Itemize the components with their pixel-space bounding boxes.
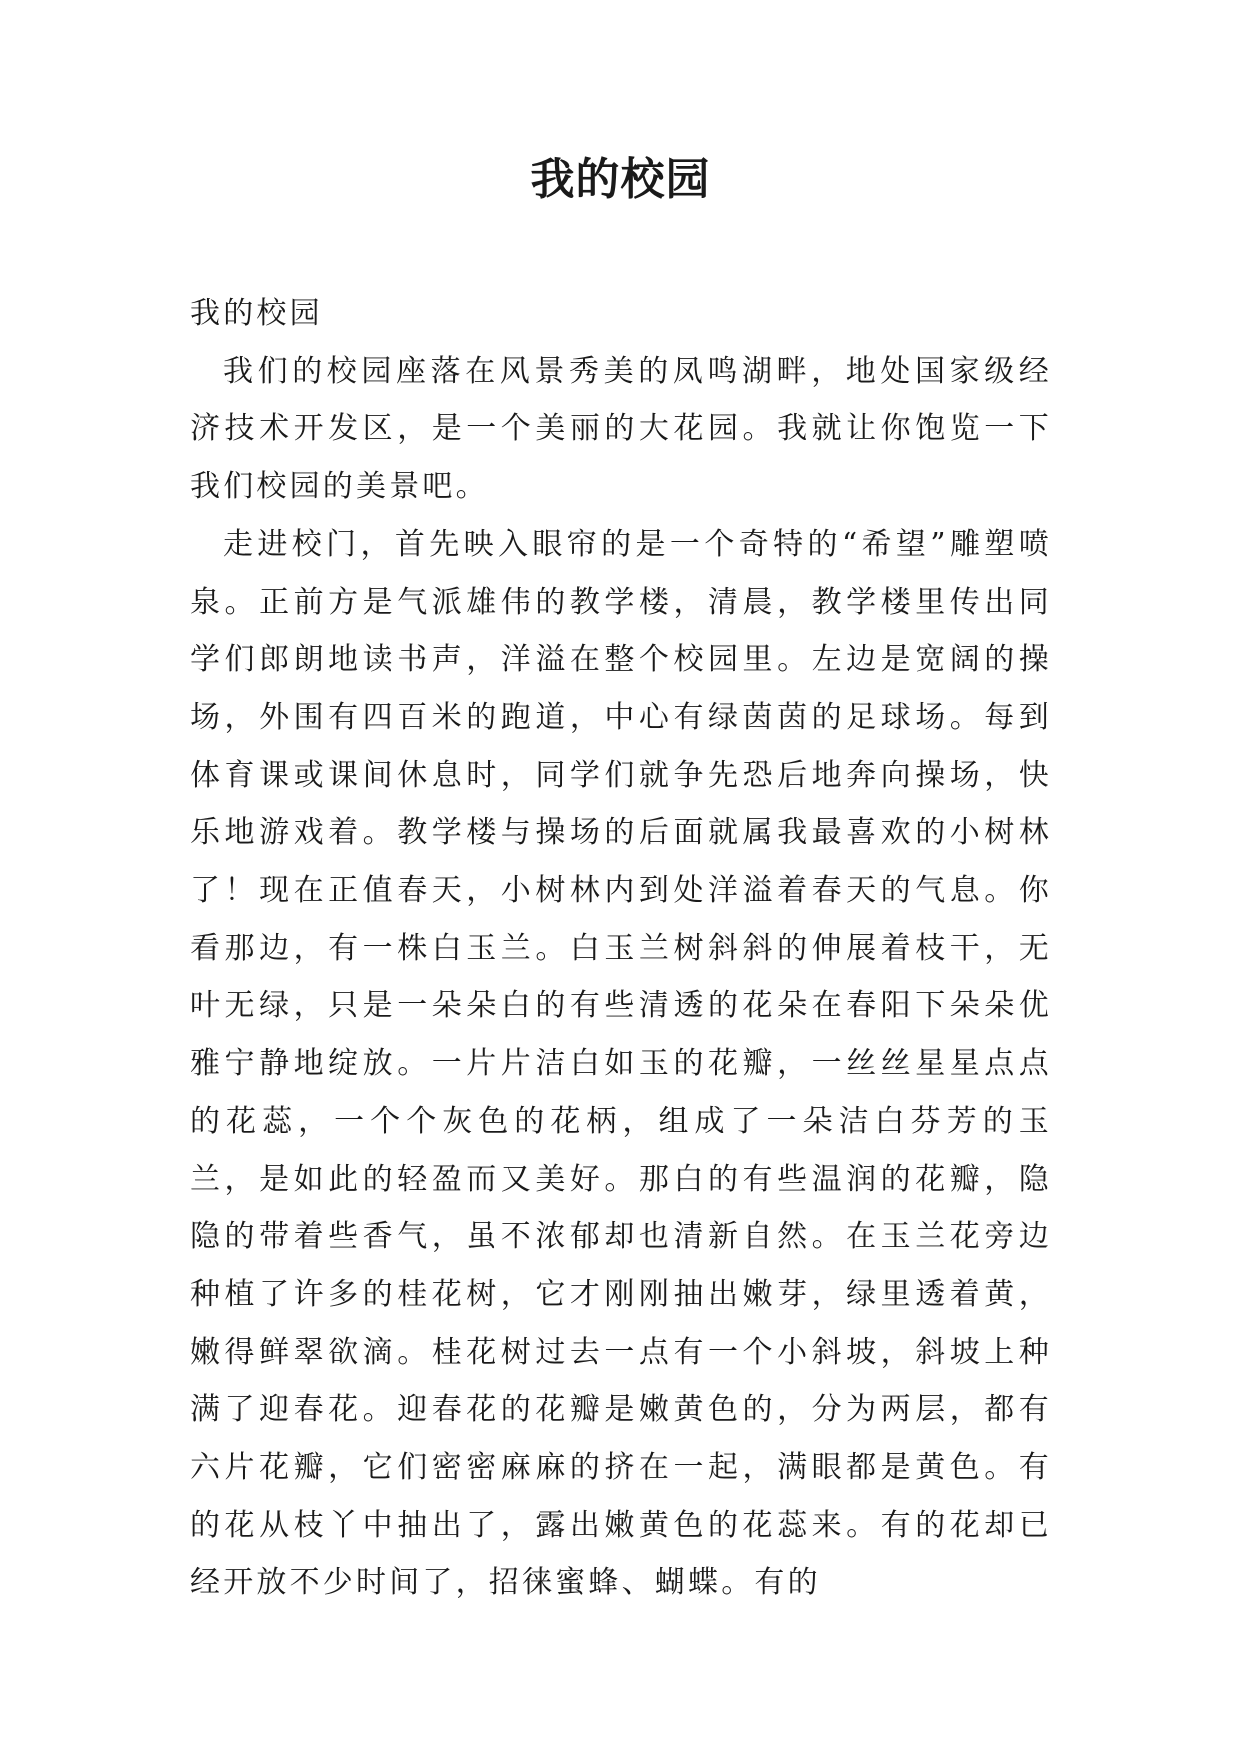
document-body xyxy=(190,285,1052,1612)
paragraph-1: 我们的校园座落在风景秀美的凤鸣湖畔，地处国家级经济技术开发区，是一个美丽的大花园。我就让你饱览一下我们校园的美景吧。 xyxy=(190,353,1052,505)
document-title: 我的校园 xyxy=(530,154,711,205)
section-heading: 我的校园 xyxy=(190,296,323,331)
paragraph-2: 走进校门，首先映入眼帘的是一个奇特的“希望”雕塑喷泉。正前方是气派雄伟的教学楼，清晨，教学楼里传出同学们郎朗地读书声，洋溢在整个校园里。左边是宽阔的操场，外围有四百米的跑道，中心有绿茵茵的足球场。每到体育课或课间休息时，同学们就争先恐后地奔向操场，快乐地游戏着。教学楼与操场的后面就属我最喜欢的小树林了！现在正值春天，小树林内到处洋溢着春天的气息。你看那边，有一株白玉兰。白玉兰树斜斜的伸展着枝干，无叶无绿，只是一朵朵白的有些清透的花朵在春阳下朵朵优雅宁静地绽放。一片片洁白如玉的花瓣，一丝丝星星点点的花蕊，一个个灰色的花柄，组成了一朵洁白芬芳的玉兰，是如此的轻盈而又美好。那白的有些温润的花瓣，隐隐的带着些香气，虽不浓郁却也清新自然。在玉兰花旁边种植了许多的桂花树，它才刚刚抽出嫩芽，绿里透着黄，嫩得鲜翠欲滴。桂花树过去一点有一个小斜坡，斜坡上种满了迎春花。迎春花的花瓣是嫩黄色的，分为两层，都有六片花瓣，它们密密麻麻的挤在一起，满眼都是黄色。有的花从枝丫中抽出了，露出嫩黄色的花蕊来。有的花却已经开放不少时间了，招徕蜜蜂、蝴蝶。有的 xyxy=(190,526,1052,1601)
